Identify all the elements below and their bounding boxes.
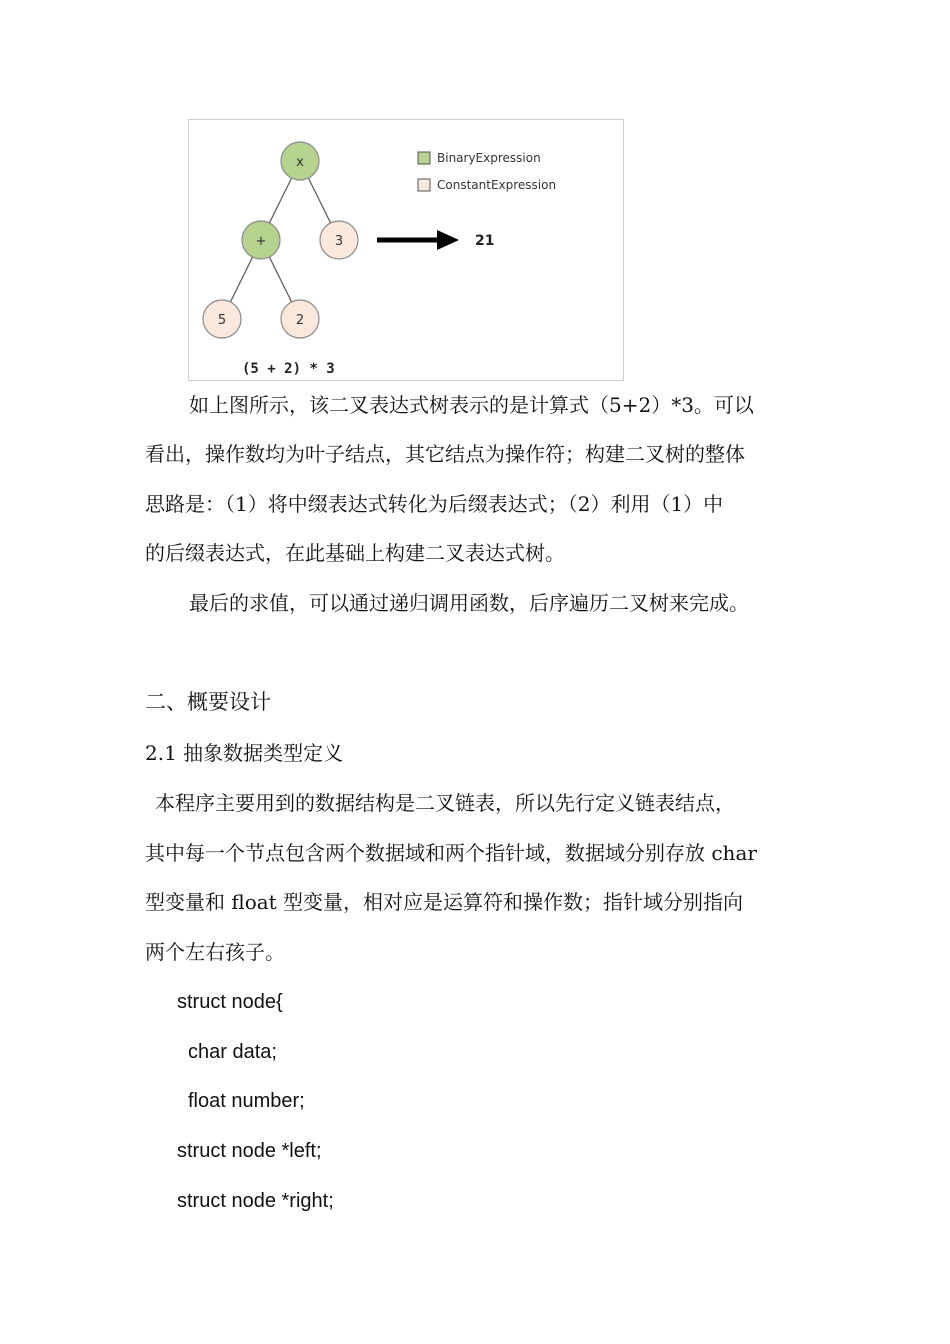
legend-swatch-constant: [418, 179, 430, 191]
paragraph-3-line-3: 型变量和 float 型变量，相对应是运算符和操作数；指针域分别指向: [145, 890, 744, 914]
paragraph-1-line-1: 如上图所示，该二叉表达式树表示的是计算式（5+2）*3。可以: [189, 393, 754, 417]
tree-node-plus: [242, 221, 280, 259]
legend-label-constant: ConstantExpression: [437, 178, 557, 192]
tree-node-x: [281, 142, 319, 180]
paragraph-1-line-2: 看出，操作数均为叶子结点，其它结点为操作符；构建二叉树的整体: [145, 442, 745, 466]
node-label-x: x: [296, 155, 304, 170]
code-line-2: char data;: [188, 1041, 277, 1063]
code-line-1: struct node{: [177, 991, 283, 1013]
paragraph-2: 最后的求值，可以通过递归调用函数，后序遍历二叉树来完成。: [189, 591, 749, 615]
tree-node-2: [281, 300, 319, 338]
expression-tree-diagram: [189, 120, 625, 382]
tree-node-3: [320, 221, 358, 259]
node-label-5: 5: [217, 313, 227, 328]
paragraph-3-line-1: 本程序主要用到的数据结构是二叉链表，所以先行定义链表结点，: [155, 791, 735, 815]
expression-caption: (5 + 2) * 3: [242, 361, 335, 377]
code-line-3: float number;: [188, 1090, 305, 1112]
expression-tree-figure: [188, 119, 624, 381]
legend-label-binary: BinaryExpression: [437, 151, 541, 165]
paragraph-1-line-3: 思路是：（1）将中缀表达式转化为后缀表达式；（2）利用（1）中: [145, 492, 724, 516]
code-line-5: struct node *right;: [177, 1190, 334, 1212]
section-heading: 二、概要设计: [145, 690, 271, 714]
node-label-3: 3: [334, 234, 344, 249]
subsection-heading: 2.1 抽象数据类型定义: [145, 741, 344, 765]
node-label-plus: +: [255, 234, 267, 249]
tree-node-5: [203, 300, 241, 338]
paragraph-3-line-2: 其中每一个节点包含两个数据域和两个指针域，数据域分别存放 char: [145, 841, 757, 865]
code-line-4: struct node *left;: [177, 1140, 322, 1162]
result-value: 21: [475, 233, 495, 249]
legend-swatch-binary: [418, 152, 430, 164]
paragraph-1-line-4: 的后缀表达式，在此基础上构建二叉表达式树。: [145, 541, 565, 565]
legend: [418, 151, 556, 192]
arrow-right-icon: [377, 230, 459, 250]
node-label-2: 2: [295, 313, 305, 328]
paragraph-3-line-4: 两个左右孩子。: [145, 940, 285, 964]
